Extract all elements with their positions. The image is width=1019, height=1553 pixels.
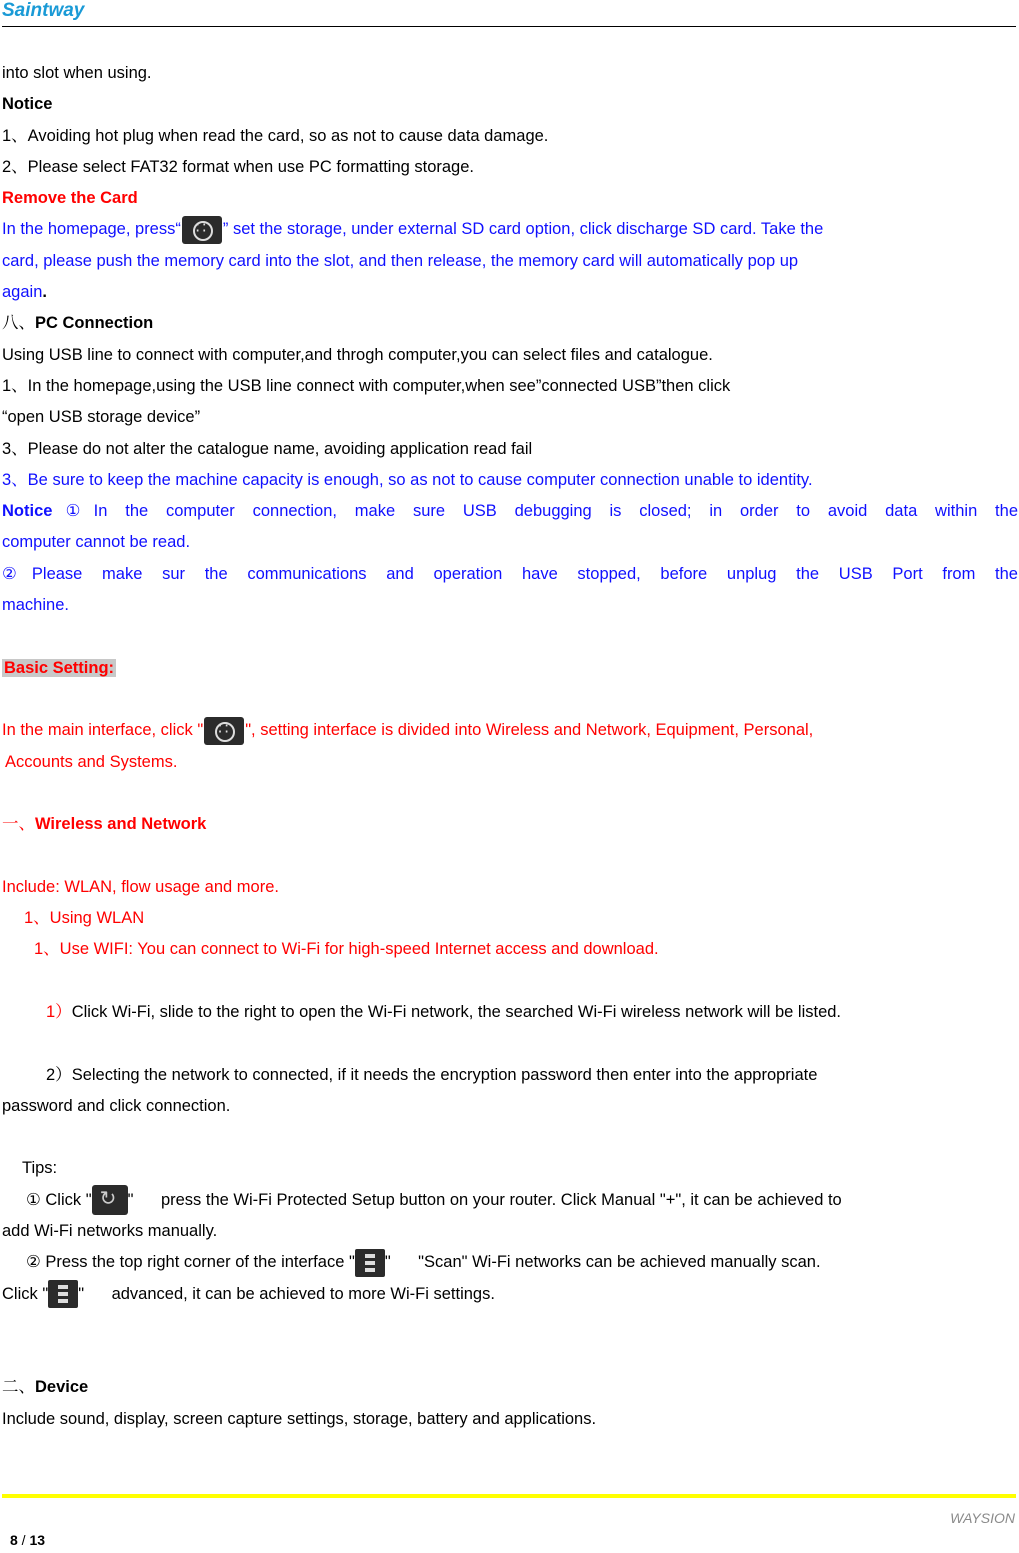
wireless-use-wifi: 1、Use WIFI: You can connect to Wi-Fi for high-speed Internet access and download. [34, 940, 659, 959]
pc-para-5: 3、Be sure to keep the machine capacity is enough, so as not to cause computer connection unable to identity. [2, 470, 813, 489]
remove-card-title: Remove the Card [2, 189, 138, 208]
pc-heading-num: 八、 [2, 314, 35, 333]
basic-intro-text-a: In the main interface, click " [2, 721, 204, 740]
wireless-step-1 [2, 997, 1018, 1028]
wireless-step-2-cont: password and click connection. [2, 1096, 231, 1115]
spacer [2, 684, 1018, 715]
tip-3 [2, 1279, 1018, 1310]
pc-connection-heading [2, 308, 1018, 339]
overflow-menu-icon [355, 1249, 385, 1277]
spacer [2, 840, 1018, 871]
device-heading [2, 1372, 1018, 1403]
tip-1-cont: add Wi-Fi networks manually. [2, 1221, 218, 1240]
wps-icon [92, 1185, 128, 1215]
basic-intro-line-1 [2, 715, 1018, 746]
basic-intro-line-2: Accounts and Systems. [5, 752, 178, 771]
page-total: 13 [29, 1532, 46, 1548]
spacer [2, 778, 1018, 809]
apps-grid-icon [182, 216, 222, 244]
wireless-using-wlan: 1、Using WLAN [24, 909, 145, 928]
sd-continuation: into slot when using. [2, 64, 152, 82]
pc-notice-1-text: ①In the computer connection, make sure USB debugging is closed; in order to avoid data within the [52, 502, 1018, 521]
step-1-text: Click Wi-Fi, slide to the right to open the Wi-Fi network, the searched Wi-Fi wireless network will be listed. [71, 1002, 842, 1021]
header-divider [2, 26, 1016, 27]
notice-item-2: 2、Please select FAT32 format when use PC formatting storage. [2, 157, 474, 176]
tip-3-text-a: Click " [2, 1284, 49, 1303]
footer-divider [2, 1494, 1016, 1498]
device-include: Include sound, display, screen capture settings, storage, battery and applications. [2, 1409, 597, 1428]
pc-para-1: Using USB line to connect with computer,and throgh computer,you can select files and catalogue. [2, 345, 713, 364]
spacer [2, 1341, 1018, 1372]
wireless-heading-title: Wireless and Network [35, 815, 207, 834]
footer-brand: WAYSION [950, 1510, 1015, 1526]
step-2-num: 2） [46, 1065, 72, 1084]
spacer [2, 1122, 1018, 1153]
spacer [2, 966, 1018, 997]
remove-card-text-b: ” set the storage, under external SD card option, click discharge SD card. Take the [222, 220, 824, 239]
wireless-step-2 [2, 1060, 1018, 1091]
pc-heading-title: PC Connection [35, 314, 154, 333]
wireless-heading [2, 809, 1018, 840]
step-1-num: 1） [46, 1002, 72, 1021]
remove-card-text-again: again [2, 283, 43, 302]
tip-1-text-b: " press the Wi-Fi Protected Setup button on your router. Click Manual "+", it can be achieved to [127, 1190, 842, 1209]
page-current: 8 [10, 1532, 18, 1548]
step-2-text: Selecting the network to connected, if it needs the encryption password then enter into the appropriate [71, 1065, 818, 1084]
page-number [10, 1532, 45, 1548]
remove-card-text-a: In the homepage, press“ [2, 220, 181, 239]
tip-2 [2, 1247, 1018, 1278]
pc-notice-label: Notice [2, 502, 53, 521]
pc-para-2: 1、In the homepage,using the USB line connect with computer,when see”connected USB”then click [2, 376, 731, 395]
document-body [2, 58, 1018, 1435]
basic-setting-title: Basic Setting: [4, 658, 115, 677]
tip-1-text-a: ① Click " [26, 1190, 92, 1209]
apps-grid-icon [204, 717, 244, 745]
remove-card-line-2: card, please push the memory card into the slot, and then release, the memory card will automatically pop up [2, 251, 799, 270]
remove-card-line-3 [2, 277, 1018, 308]
pc-notice-1-cont: computer cannot be read. [2, 533, 191, 552]
pc-para-4: 3、Please do not alter the catalogue name, avoiding application read fail [2, 439, 533, 458]
tip-1 [2, 1185, 1018, 1216]
basic-setting-heading [2, 653, 1018, 684]
device-heading-num: 二、 [2, 1378, 35, 1397]
basic-intro-text-b: ", setting interface is divided into Wireless and Network, Equipment, Personal, [245, 721, 814, 740]
pc-notice-1 [2, 496, 1018, 527]
spacer [2, 1028, 1018, 1059]
overflow-menu-icon [48, 1280, 78, 1308]
spacer [2, 1310, 1018, 1341]
pc-notice-2: ②Please make sur the communications and operation have stopped, before unplug the USB Port from the [2, 564, 1018, 583]
pc-para-3: “open USB storage device” [2, 408, 201, 427]
wireless-include: Include: WLAN, flow usage and more. [2, 877, 279, 896]
page-separator: / [17, 1532, 30, 1548]
tips-label: Tips: [22, 1159, 58, 1178]
wireless-heading-num: 一、 [2, 815, 35, 834]
device-heading-title: Device [35, 1378, 89, 1397]
header-brand: Saintway [2, 0, 85, 21]
remove-card-dot: . [42, 283, 47, 302]
notice-item-1: 1、Avoiding hot plug when read the card, so as not to cause data damage. [2, 126, 549, 145]
spacer [2, 621, 1018, 652]
notice-title: Notice [2, 95, 53, 114]
remove-card-line-1 [2, 214, 1018, 245]
tip-2-text-a: ② Press the top right corner of the interface " [26, 1253, 355, 1272]
tip-3-text-b: " advanced, it can be achieved to more Wi-Fi settings. [78, 1284, 495, 1303]
tip-2-text-b: " "Scan" Wi-Fi networks can be achieved manually scan. [384, 1253, 821, 1272]
pc-notice-2-cont: machine. [2, 596, 69, 615]
